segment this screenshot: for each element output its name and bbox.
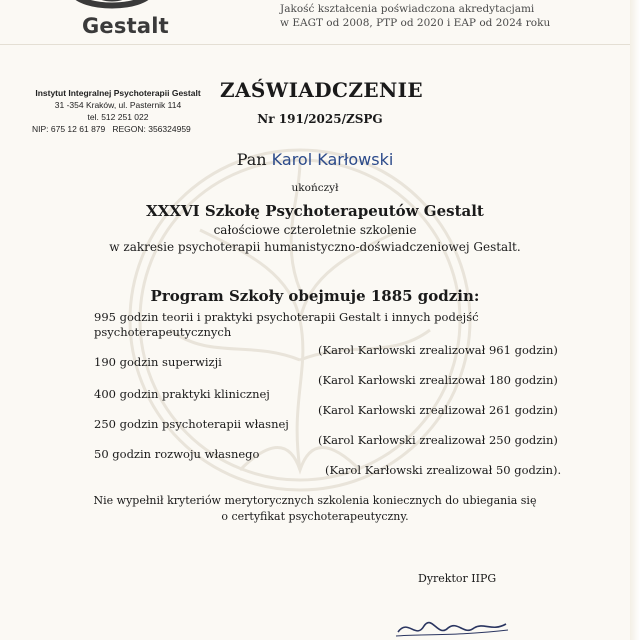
course-description: w zakresie psychoterapii humanistyczno-doświadczeniowej Gestalt.: [109, 240, 521, 254]
recipient-name: Karol Karłowski: [271, 150, 394, 169]
program-completed: (Karol Karłowski zrealizował 250 godzin): [318, 433, 558, 447]
program-completed: (Karol Karłowski zrealizował 961 godzin): [318, 343, 558, 357]
brand-name: Gestalt: [82, 14, 169, 38]
salutation: Pan: [236, 150, 267, 169]
program-completed: (Karol Karłowski zrealizował 180 godzin): [318, 373, 558, 387]
institute-block: [30, 87, 206, 135]
accreditation-line: Jakość kształcenia poświadczona akredytacjami: [280, 3, 535, 15]
document-title: ZAŚWIADCZENIE: [220, 78, 424, 102]
program-requirement: 995 godzin teorii i praktyki psychoterapii Gestalt i innych podejść: [94, 310, 479, 324]
institute-address: 31 -354 Kraków, ul. Pasternik 114: [54, 100, 182, 110]
institute-ids: NIP: 675 12 61 879 REGON: 356324959: [32, 124, 191, 134]
institute-name: Instytut Integralnej Psychoterapii Gestalt: [35, 88, 201, 98]
eligibility-note: o certyfikat psychoterapeutyczny.: [221, 510, 409, 523]
gestalt-logo-icon: [52, 0, 172, 14]
program-requirement: psychoterapeutycznych: [94, 325, 232, 339]
school-name: XXXVI Szkołę Psychoterapeutów Gestalt: [146, 202, 484, 220]
program-requirement: 50 godzin rozwoju własnego: [94, 447, 260, 461]
page-edge: [630, 0, 640, 640]
completion-verb: ukończył: [291, 182, 339, 194]
director-label: Dyrektor IIPG: [418, 572, 497, 585]
eligibility-note: Nie wypełnił kryteriów merytorycznych szkolenia koniecznych do ubiegania się: [93, 494, 537, 507]
program-requirement: 190 godzin superwizji: [94, 355, 222, 369]
program-requirement: 250 godzin psychoterapii własnej: [94, 417, 289, 431]
accreditation-note: [280, 2, 610, 30]
accreditation-line: w EAGT od 2008, PTP od 2020 i EAP od 2024 roku: [280, 17, 551, 29]
page-fold-line: [0, 44, 630, 45]
institute-phone: tel. 512 251 022: [87, 112, 149, 122]
course-description: całościowe czteroletnie szkolenie: [213, 223, 417, 237]
handwritten-signature: [388, 610, 518, 642]
program-completed: (Karol Karłowski zrealizował 50 godzin).: [325, 463, 562, 477]
recipient-line: [0, 150, 630, 169]
document-number: Nr 191/2025/ZSPG: [257, 112, 383, 126]
program-completed: (Karol Karłowski zrealizował 261 godzin): [318, 403, 558, 417]
program-requirement: 400 godzin praktyki klinicznej: [94, 387, 270, 401]
program-title: Program Szkoły obejmuje 1885 godzin:: [150, 287, 480, 305]
